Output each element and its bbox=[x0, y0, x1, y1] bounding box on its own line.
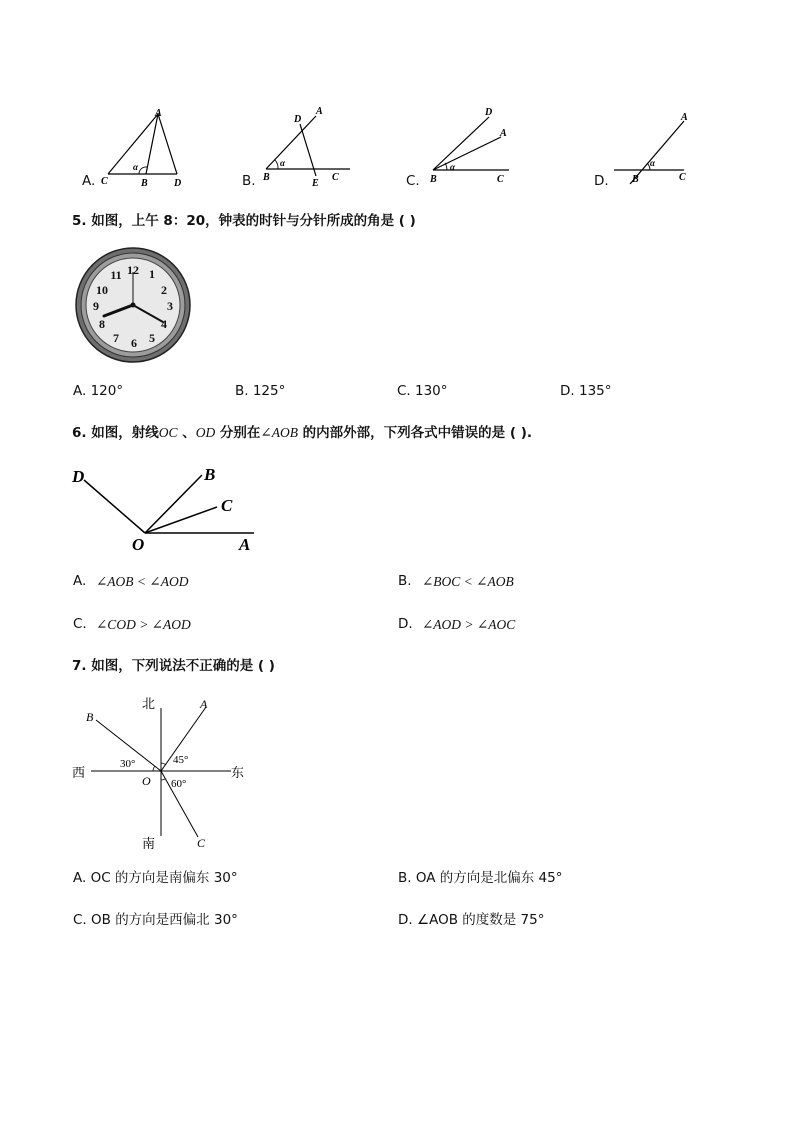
q7-option-c: C. OB 的方向是西偏北 30° bbox=[73, 912, 238, 928]
q4a-label-b: B bbox=[141, 178, 148, 188]
q4a-label-a: A bbox=[155, 108, 162, 119]
q6-option-a-expr: ∠AOB < ∠AOD bbox=[96, 574, 189, 589]
q4b-label-d: D bbox=[294, 114, 302, 125]
q4b-label-e: E bbox=[312, 178, 319, 188]
q5-option-d: D. 135° bbox=[560, 383, 612, 399]
q5-option-b: B. 125° bbox=[235, 383, 286, 399]
q6-stem-part3: 、 bbox=[182, 425, 196, 441]
clock-num-11: 11 bbox=[110, 268, 122, 282]
q7-angle-60: 60° bbox=[171, 778, 187, 790]
q4a-label-d: D bbox=[174, 178, 182, 188]
clock-num-10: 10 bbox=[96, 283, 108, 297]
q4-option-d-figure bbox=[610, 104, 710, 190]
q4b-label-alpha: α bbox=[280, 158, 285, 168]
q6-option-b-letter: B. bbox=[398, 573, 412, 589]
q4c-label-b: B bbox=[430, 174, 437, 185]
q6-option-c-expr: ∠COD > ∠AOD bbox=[96, 617, 191, 632]
clock-num-5: 5 bbox=[149, 331, 155, 345]
q7-option-d: D. ∠AOB 的度数是 75° bbox=[398, 912, 545, 928]
clock-num-3: 3 bbox=[167, 299, 173, 313]
q6-figure bbox=[70, 460, 270, 556]
q7-label-b: B bbox=[86, 710, 94, 724]
q4-option-c-letter: C. bbox=[406, 173, 420, 189]
q4d-label-a: A bbox=[681, 112, 688, 123]
q4c-label-c: C bbox=[497, 174, 504, 185]
q6-option-d-letter: D. bbox=[398, 616, 413, 632]
q7-angle-45: 45° bbox=[173, 754, 189, 766]
q6-label-d: D bbox=[72, 467, 85, 486]
q7-label-south: 南 bbox=[142, 837, 156, 852]
q6-stem-aob: ∠AOB bbox=[260, 425, 298, 440]
q4-options bbox=[0, 100, 794, 195]
q4b-label-c: C bbox=[332, 172, 339, 183]
q7-option-a: A. OC 的方向是南偏东 30° bbox=[73, 870, 238, 886]
q4a-label-alpha: α bbox=[133, 162, 138, 172]
q4c-label-alpha: α bbox=[450, 162, 455, 172]
q7-label-north: 北 bbox=[142, 697, 156, 712]
q6-stem-part7: 的内部外部，下列各式中错误的是 ( ). bbox=[302, 425, 533, 441]
q7-label-o: O bbox=[142, 774, 151, 788]
q7-label-a: A bbox=[200, 697, 208, 711]
q4-option-a-letter: A. bbox=[82, 173, 96, 189]
q6-stem-part5: 分别在 bbox=[219, 425, 261, 441]
q5-option-c: C. 130° bbox=[397, 383, 448, 399]
q6-stem-oc: OC bbox=[158, 425, 178, 440]
q7-label-c: C bbox=[197, 836, 206, 850]
clock-num-6: 6 bbox=[131, 336, 137, 350]
q7-label-east: 东 bbox=[231, 766, 245, 781]
q6-label-a: A bbox=[239, 535, 251, 554]
clock-num-2: 2 bbox=[161, 283, 167, 297]
q4a-label-c: C bbox=[101, 176, 108, 187]
q4-option-b-figure bbox=[258, 100, 358, 188]
q4b-label-b: B bbox=[263, 172, 270, 183]
q7-option-b: B. OA 的方向是北偏东 45° bbox=[398, 870, 563, 886]
q6-stem-od: OD bbox=[195, 425, 216, 440]
q6-stem bbox=[72, 424, 532, 442]
clock-num-8: 8 bbox=[99, 317, 105, 331]
q5-stem: 5. 如图，上午 8：20，钟表的时针与分针所成的角是 ( ) bbox=[72, 213, 416, 229]
q4d-label-alpha: α bbox=[650, 158, 655, 168]
clock-num-7: 7 bbox=[113, 331, 119, 345]
q4c-label-a: A bbox=[500, 128, 507, 139]
q4d-label-b: B bbox=[632, 174, 639, 185]
q4-option-c-figure bbox=[425, 102, 525, 188]
clock-num-4: 4 bbox=[161, 317, 167, 331]
q4-option-b-letter: B. bbox=[242, 173, 256, 189]
q6-option-b-expr: ∠BOC < ∠AOB bbox=[422, 574, 514, 589]
q7-angle-30: 30° bbox=[120, 758, 136, 770]
q5-clock-figure bbox=[74, 246, 192, 364]
q4c-label-d: D bbox=[485, 107, 493, 118]
q7-stem: 7. 如图，下列说法不正确的是 ( ) bbox=[72, 658, 275, 674]
q4b-label-a: A bbox=[316, 106, 323, 117]
q4-option-a-figure bbox=[95, 106, 195, 188]
q7-label-west: 西 bbox=[72, 766, 86, 781]
q7-compass-figure bbox=[66, 690, 256, 855]
q5-option-a: A. 120° bbox=[73, 383, 124, 399]
q6-option-d-expr: ∠AOD > ∠AOC bbox=[422, 617, 516, 632]
q6-option-a-letter: A. bbox=[73, 573, 87, 589]
q6-stem-part1: 6. 如图，射线 bbox=[72, 425, 159, 441]
q6-label-o: O bbox=[132, 535, 145, 554]
q4d-label-c: C bbox=[679, 172, 686, 183]
q6-label-b: B bbox=[204, 465, 216, 484]
clock-num-9: 9 bbox=[93, 299, 99, 313]
clock-num-12: 12 bbox=[127, 263, 139, 277]
clock-num-1: 1 bbox=[149, 267, 155, 281]
q6-label-c: C bbox=[221, 496, 233, 515]
q6-option-c-letter: C. bbox=[73, 616, 87, 632]
q4-option-d-letter: D. bbox=[594, 173, 609, 189]
